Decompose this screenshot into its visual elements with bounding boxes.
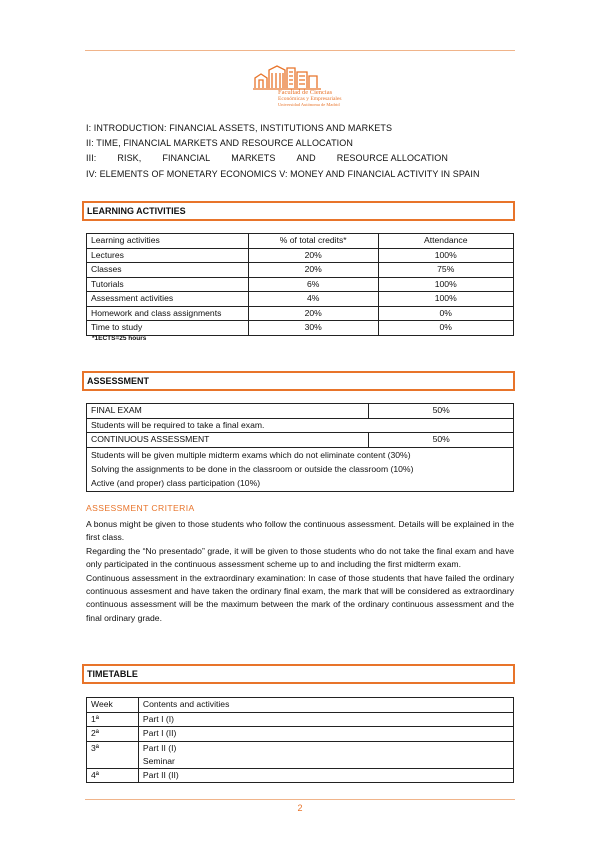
continuous-assessment-weight: 50%	[369, 433, 514, 448]
table-header: % of total credits*	[248, 234, 378, 249]
table-header-row	[87, 234, 514, 249]
continuous-assessment-description	[87, 447, 514, 491]
table-cell: Homework and class assignments	[87, 306, 249, 321]
table-cell: Tutorials	[87, 277, 249, 292]
content-cell: Part I (II)	[138, 727, 513, 742]
content-line: Part II (I)	[142, 742, 177, 753]
assessment-item: Solving the assignments to be done in the classroom or outside the classroom (10%)	[91, 463, 414, 474]
table-row	[87, 768, 514, 783]
topic-line	[86, 151, 448, 166]
content-cell	[138, 741, 513, 768]
table-cell: 4%	[248, 292, 378, 307]
assessment-table	[86, 403, 514, 492]
table-cell: 100%	[378, 248, 514, 263]
table-cell: 20%	[248, 306, 378, 321]
table-row	[87, 306, 514, 321]
final-exam-description: Students will be required to take a final exam.	[87, 418, 514, 433]
table-row	[87, 321, 514, 336]
criteria-paragraph: Continuous assessment in the extraordinary examination: In case of those students that have failed the ordinary continuous assesment and have taken the ordinary final exam, the mark that will be considered as extraordinary continuous assessment will be the maximum between the mark of the ordinary continuous assessment and the final ordinary grade.	[86, 572, 514, 623]
table-cell: 100%	[378, 292, 514, 307]
topic-word: RISK,	[117, 153, 142, 164]
course-topics	[86, 121, 516, 182]
logo-line: Facultad de Ciencias	[278, 89, 333, 96]
table-row	[87, 277, 514, 292]
table-header-row	[87, 698, 514, 713]
topic-word: FINANCIAL	[162, 153, 211, 164]
table-row	[87, 248, 514, 263]
logo-line: Universidad Autónoma de Madrid	[278, 102, 340, 107]
week-cell: 1ª	[87, 712, 139, 727]
table-header: Contents and activities	[138, 698, 513, 713]
assessment-criteria-title: ASSESSMENT CRITERIA	[86, 503, 195, 513]
table-row	[87, 727, 514, 742]
table-header: Attendance	[378, 234, 514, 249]
assessment-criteria-body	[86, 518, 514, 625]
content-line: Seminar	[142, 755, 175, 766]
table-row	[87, 292, 514, 307]
final-exam-label: FINAL EXAM	[87, 404, 369, 419]
faculty-logo-text	[278, 90, 342, 108]
criteria-paragraph: A bonus might be given to those students who follow the continuous assessment. Details will be explained in the first class.	[86, 519, 514, 543]
continuous-assessment-label: CONTINUOUS ASSESSMENT	[87, 433, 369, 448]
topic-line: II: TIME, FINANCIAL MARKETS AND RESOURCE ALLOCATION	[86, 138, 353, 149]
table-cell: 20%	[248, 263, 378, 278]
table-row	[87, 712, 514, 727]
table-cell: 6%	[248, 277, 378, 292]
week-cell: 2ª	[87, 727, 139, 742]
table-header: Learning activities	[87, 234, 249, 249]
assessment-item: Active (and proper) class participation (10%)	[91, 477, 261, 488]
topic-line: I: INTRODUCTION: FINANCIAL ASSETS, INSTITUTIONS AND MARKETS	[86, 123, 393, 133]
assessment-item: Students will be given multiple midterm exams which do not eliminate content (30%)	[91, 449, 411, 460]
section-heading-assessment: ASSESSMENT	[82, 371, 515, 391]
bottom-rule	[85, 799, 515, 800]
final-exam-weight: 50%	[369, 404, 514, 419]
top-rule	[85, 50, 515, 51]
week-cell: 3ª	[87, 741, 139, 768]
learning-activities-table	[86, 233, 514, 336]
table-cell: Time to study	[87, 321, 249, 336]
timetable-table	[86, 697, 514, 783]
table-row	[87, 447, 514, 491]
topic-line: IV: ELEMENTS OF MONETARY ECONOMICS V: MONEY AND FINANCIAL ACTIVITY IN SPAIN	[86, 168, 480, 179]
table-cell: 30%	[248, 321, 378, 336]
criteria-paragraph: Regarding the “No presentado” grade, it will be given to those students who do not take the final exam and have only participated in the continuous assessment scheme up to and including the first midterm exam.	[86, 545, 514, 570]
content-cell: Part I (I)	[138, 712, 513, 727]
table-row	[87, 263, 514, 278]
table-row	[87, 741, 514, 768]
table-cell: 0%	[378, 321, 514, 336]
table-cell: 20%	[248, 248, 378, 263]
table-cell: Assessment activities	[87, 292, 249, 307]
section-heading-learning-activities: LEARNING ACTIVITIES	[82, 201, 515, 221]
table-row	[87, 404, 514, 419]
topic-word: MARKETS	[231, 153, 276, 164]
section-heading-timetable: TIMETABLE	[82, 664, 515, 684]
topic-word: III:	[86, 153, 97, 164]
page-number: 2	[297, 803, 303, 813]
table-header: Week	[87, 698, 139, 713]
table-row	[87, 418, 514, 433]
table-cell: Classes	[87, 263, 249, 278]
content-cell: Part II (II)	[138, 768, 513, 783]
table-cell: 75%	[378, 263, 514, 278]
table-row	[87, 433, 514, 448]
logo-line: Económicas y Empresariales	[278, 96, 342, 102]
ects-footnote: *1ECTS=25 hours	[92, 335, 147, 342]
week-cell: 4ª	[87, 768, 139, 783]
table-cell: 0%	[378, 306, 514, 321]
table-cell: Lectures	[87, 248, 249, 263]
topic-word: AND	[296, 153, 316, 164]
topic-word: RESOURCE ALLOCATION	[336, 153, 448, 164]
table-cell: 100%	[378, 277, 514, 292]
